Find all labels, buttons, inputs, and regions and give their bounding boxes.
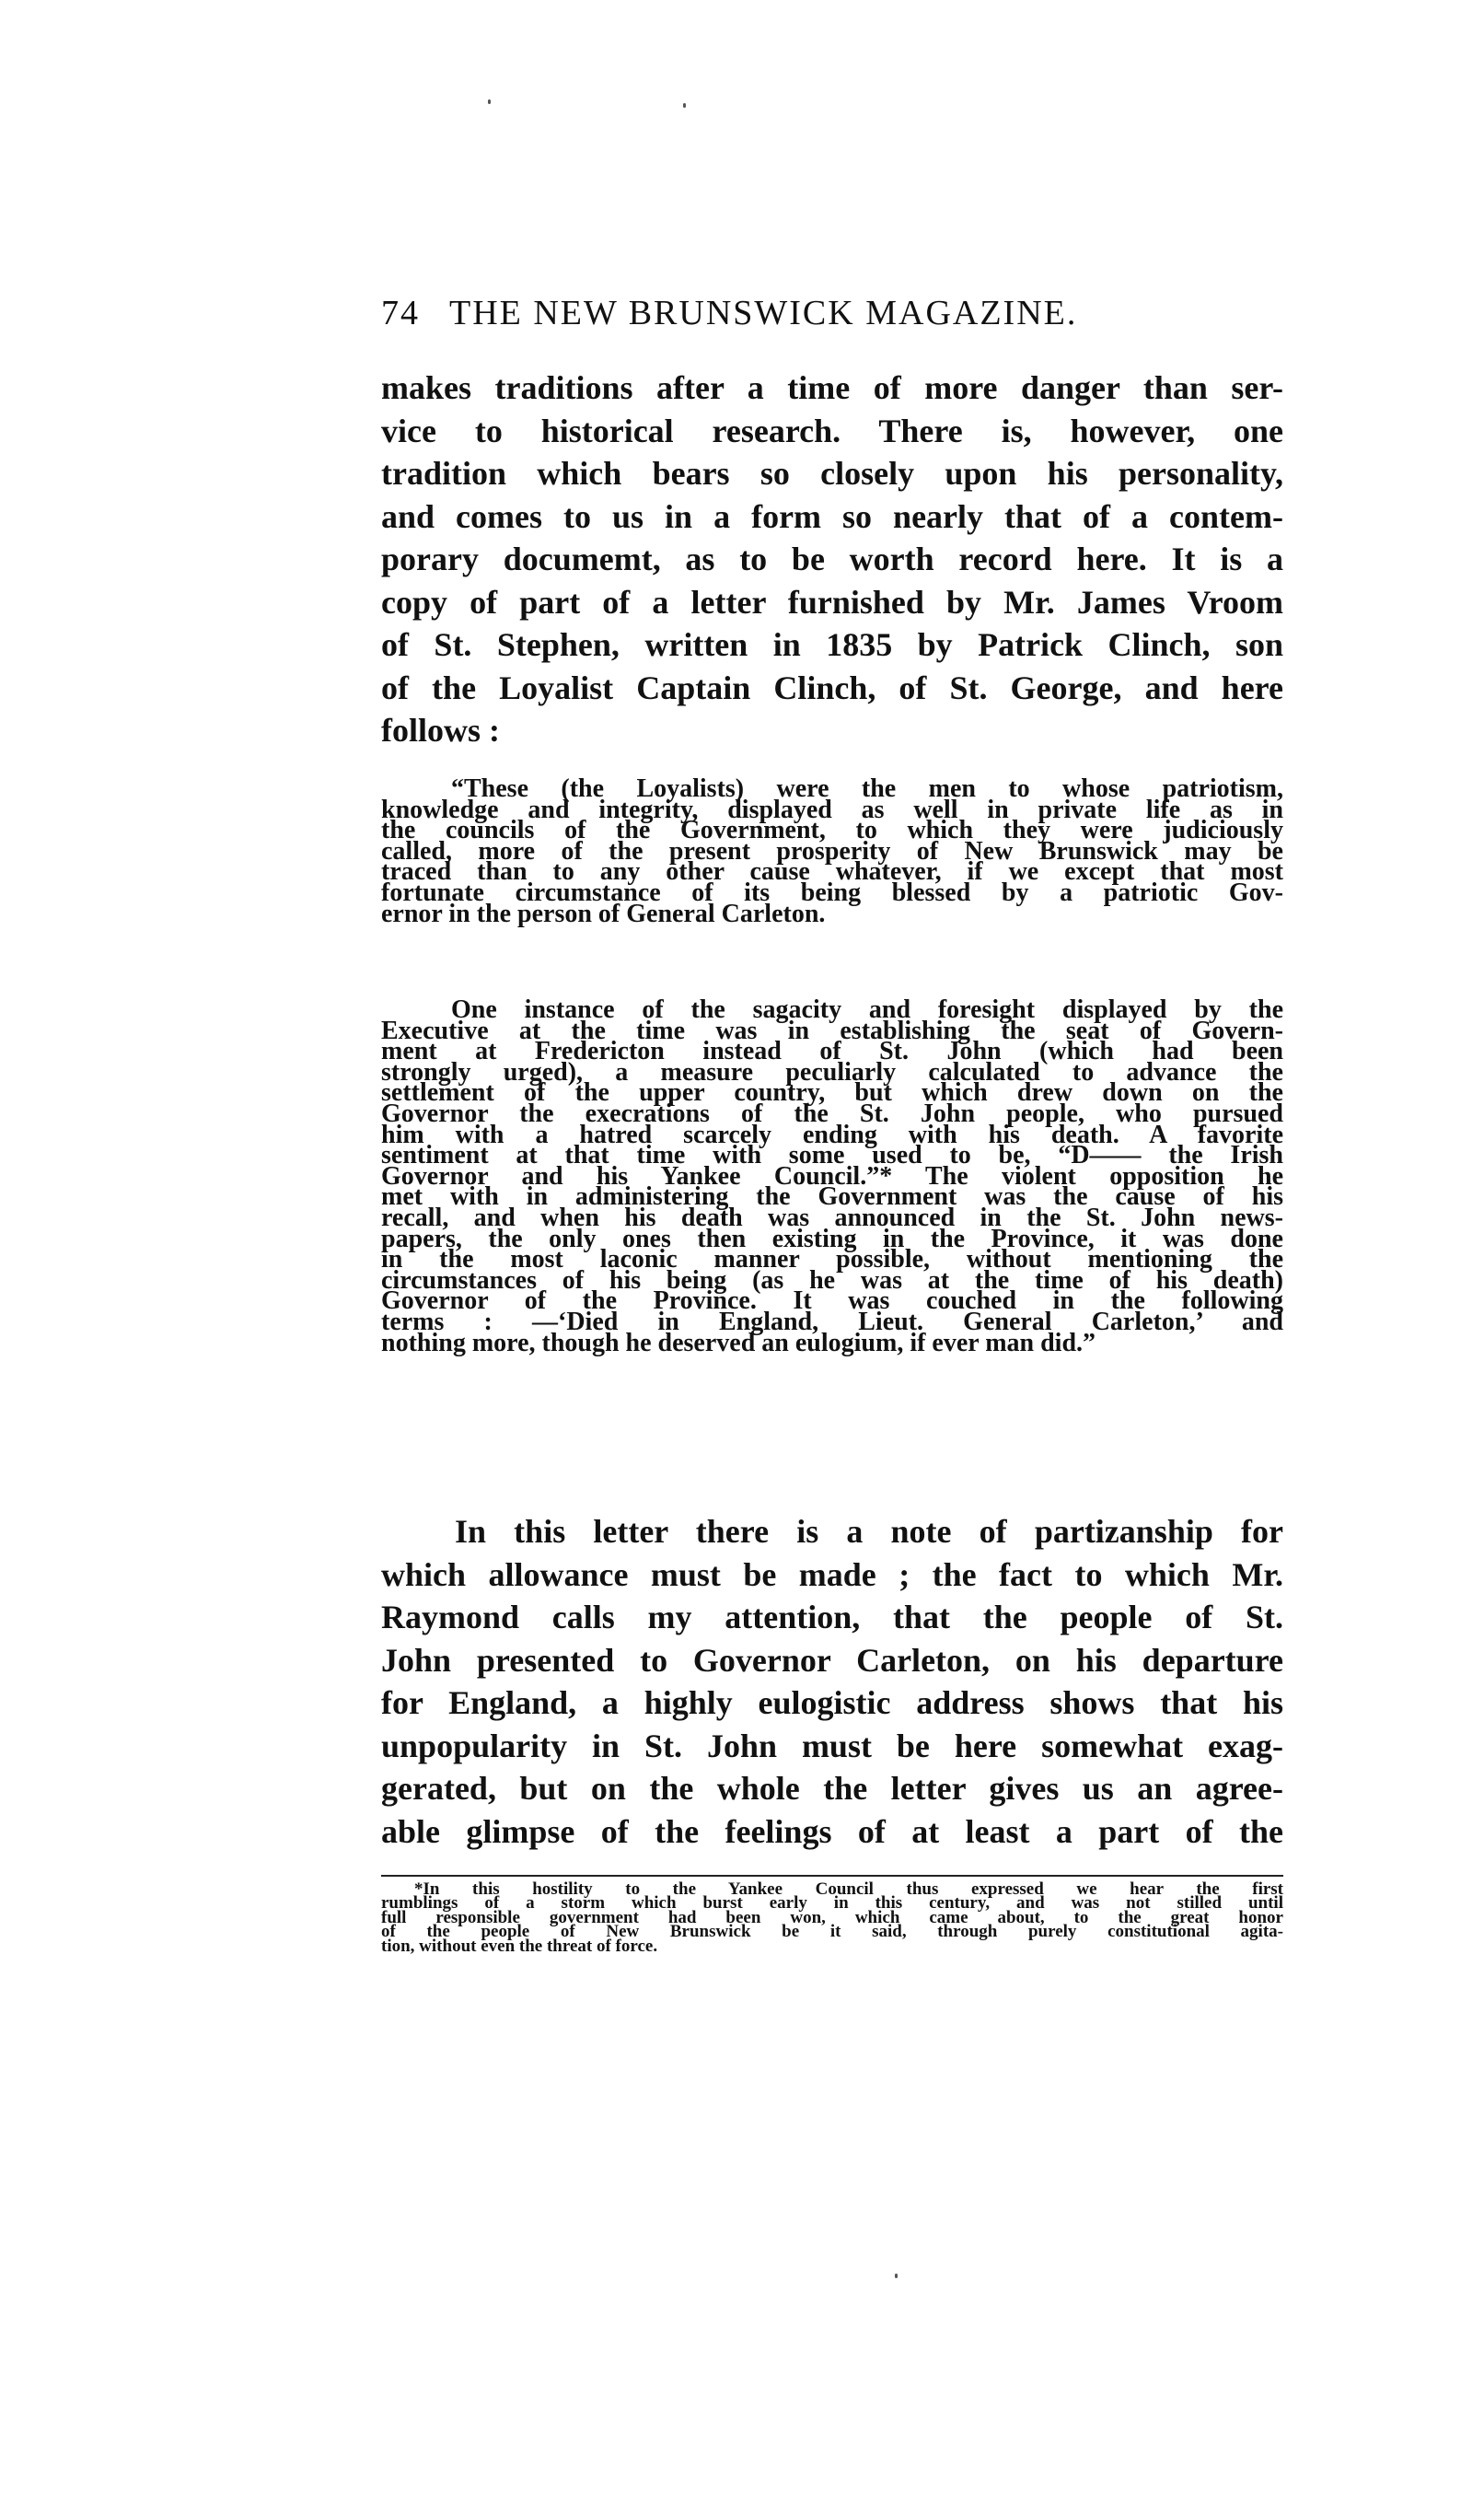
- quote-line: ernor in the person of General Carleton.: [381, 899, 826, 928]
- quote-line: in the most laconic manner possible, without mentioning the: [381, 1245, 1283, 1274]
- text-line: of St. Stephen, written in 1835 by Patrick Clinch, son: [381, 626, 1283, 663]
- quote-line: traced than to any other cause whatever, if we except that most: [381, 857, 1283, 887]
- footnote-divider: [381, 1875, 1283, 1877]
- page-number: 74: [381, 294, 420, 332]
- footnote: [381, 1879, 1283, 1956]
- text-line: vice to historical research. There is, however, one: [381, 412, 1283, 449]
- quote-line: knowledge and integrity, displayed as well in private life as in: [381, 795, 1283, 824]
- paragraph-2: [381, 1510, 1283, 1853]
- quote-line: Governor of the Province. It was couched in the following: [381, 1286, 1283, 1316]
- text-line: gerated, but on the whole the letter gives us an agree-: [381, 1770, 1283, 1807]
- text-line: tradition which bears so closely upon his personality,: [381, 455, 1283, 492]
- magazine-title: THE NEW BRUNSWICK MAGAZINE.: [449, 294, 1078, 332]
- scan-speck: [895, 2274, 898, 2278]
- scan-speck: [683, 103, 686, 108]
- paragraph-1: [381, 366, 1283, 752]
- text-line: able glimpse of the feelings of at least a part of the: [381, 1812, 1283, 1850]
- text-line: makes traditions after a time of more danger than ser-: [381, 369, 1283, 406]
- footnote-line: rumblings of a storm which burst early in this century, and was not stilled until: [381, 1893, 1283, 1914]
- quote-line: ment at Fredericton instead of St. John (which had been: [381, 1037, 1283, 1066]
- footnote-line: tion, without even the threat of force.: [381, 1936, 658, 1956]
- quote-line: One instance of the sagacity and foresight displayed by the: [451, 995, 1283, 1024]
- quote-line: circumstances of his being (as he was at the time of his death): [381, 1265, 1283, 1295]
- text-line: which allowance must be made ; the fact to which Mr.: [381, 1555, 1283, 1593]
- quote-line: the councils of the Government, to which they were judiciously: [381, 816, 1283, 845]
- text-line: porary documemt, as to be worth record here. It is a: [381, 541, 1283, 577]
- quote-line: settlement of the upper country, but which drew down on the: [381, 1078, 1283, 1108]
- text-line: In this letter there is a note of partizanship for: [455, 1513, 1283, 1550]
- footnote-line: *In this hostility to the Yankee Council thus expressed we hear the first: [414, 1879, 1283, 1899]
- text-line: for England, a highly eulogistic address shows that his: [381, 1684, 1283, 1721]
- text-line: copy of part of a letter furnished by Mr. James Vroom: [381, 583, 1283, 621]
- text-line: unpopularity in St. John must be here somewhat exag-: [381, 1727, 1283, 1764]
- quote-line: Governor and his Yankee Council.”* The violent opposition he: [381, 1161, 1283, 1191]
- quote-line: called, more of the present prosperity of New Brunswick may be: [381, 836, 1283, 866]
- text-line: and comes to us in a form so nearly that of a contem-: [381, 497, 1283, 535]
- quote-line: him with a hatred scarcely ending with his death. A favorite: [381, 1120, 1283, 1149]
- quote-line: met with in administering the Government was the cause of his: [381, 1182, 1283, 1212]
- quote-line: papers, the only ones then existing in the Province, it was done: [381, 1224, 1283, 1253]
- scan-speck: [488, 99, 491, 104]
- quotation-paragraph-1: [381, 774, 1283, 928]
- footnote-line: full responsible government had been won, which came about, to the great honor: [381, 1907, 1283, 1927]
- quote-line: Governor the execrations of the St. John people, who pursued: [381, 1099, 1283, 1128]
- quote-line: terms : —‘Died in England, Lieut. General Carleton,’ and: [381, 1307, 1283, 1336]
- text-line: Raymond calls my attention, that the people of St.: [381, 1599, 1283, 1635]
- quote-line: nothing more, though he deserved an eulogium, if ever man did.”: [381, 1328, 1096, 1357]
- text-line: of the Loyalist Captain Clinch, of St. George, and here: [381, 669, 1283, 706]
- footnote-line: of the people of New Brunswick be it said, through purely constitutional agita-: [381, 1922, 1283, 1942]
- quote-line: strongly urged), a measure peculiarly calculated to advance the: [381, 1057, 1283, 1087]
- quotation-paragraph-2: [381, 995, 1283, 1357]
- running-header: [381, 293, 1246, 333]
- quote-line: sentiment at that time with some used to be, “D—— the Irish: [381, 1141, 1283, 1170]
- text-line: follows :: [381, 712, 500, 749]
- quote-line: “These (the Loyalists) were the men to whose patriotism,: [451, 774, 1283, 803]
- quote-line: Executive at the time was in establishing the seat of Govern-: [381, 1016, 1283, 1045]
- quote-line: recall, and when his death was announced in the St. John news-: [381, 1203, 1283, 1232]
- quote-line: fortunate circumstance of its being blessed by a patriotic Gov-: [381, 878, 1283, 907]
- text-line: John presented to Governor Carleton, on his departure: [381, 1641, 1283, 1679]
